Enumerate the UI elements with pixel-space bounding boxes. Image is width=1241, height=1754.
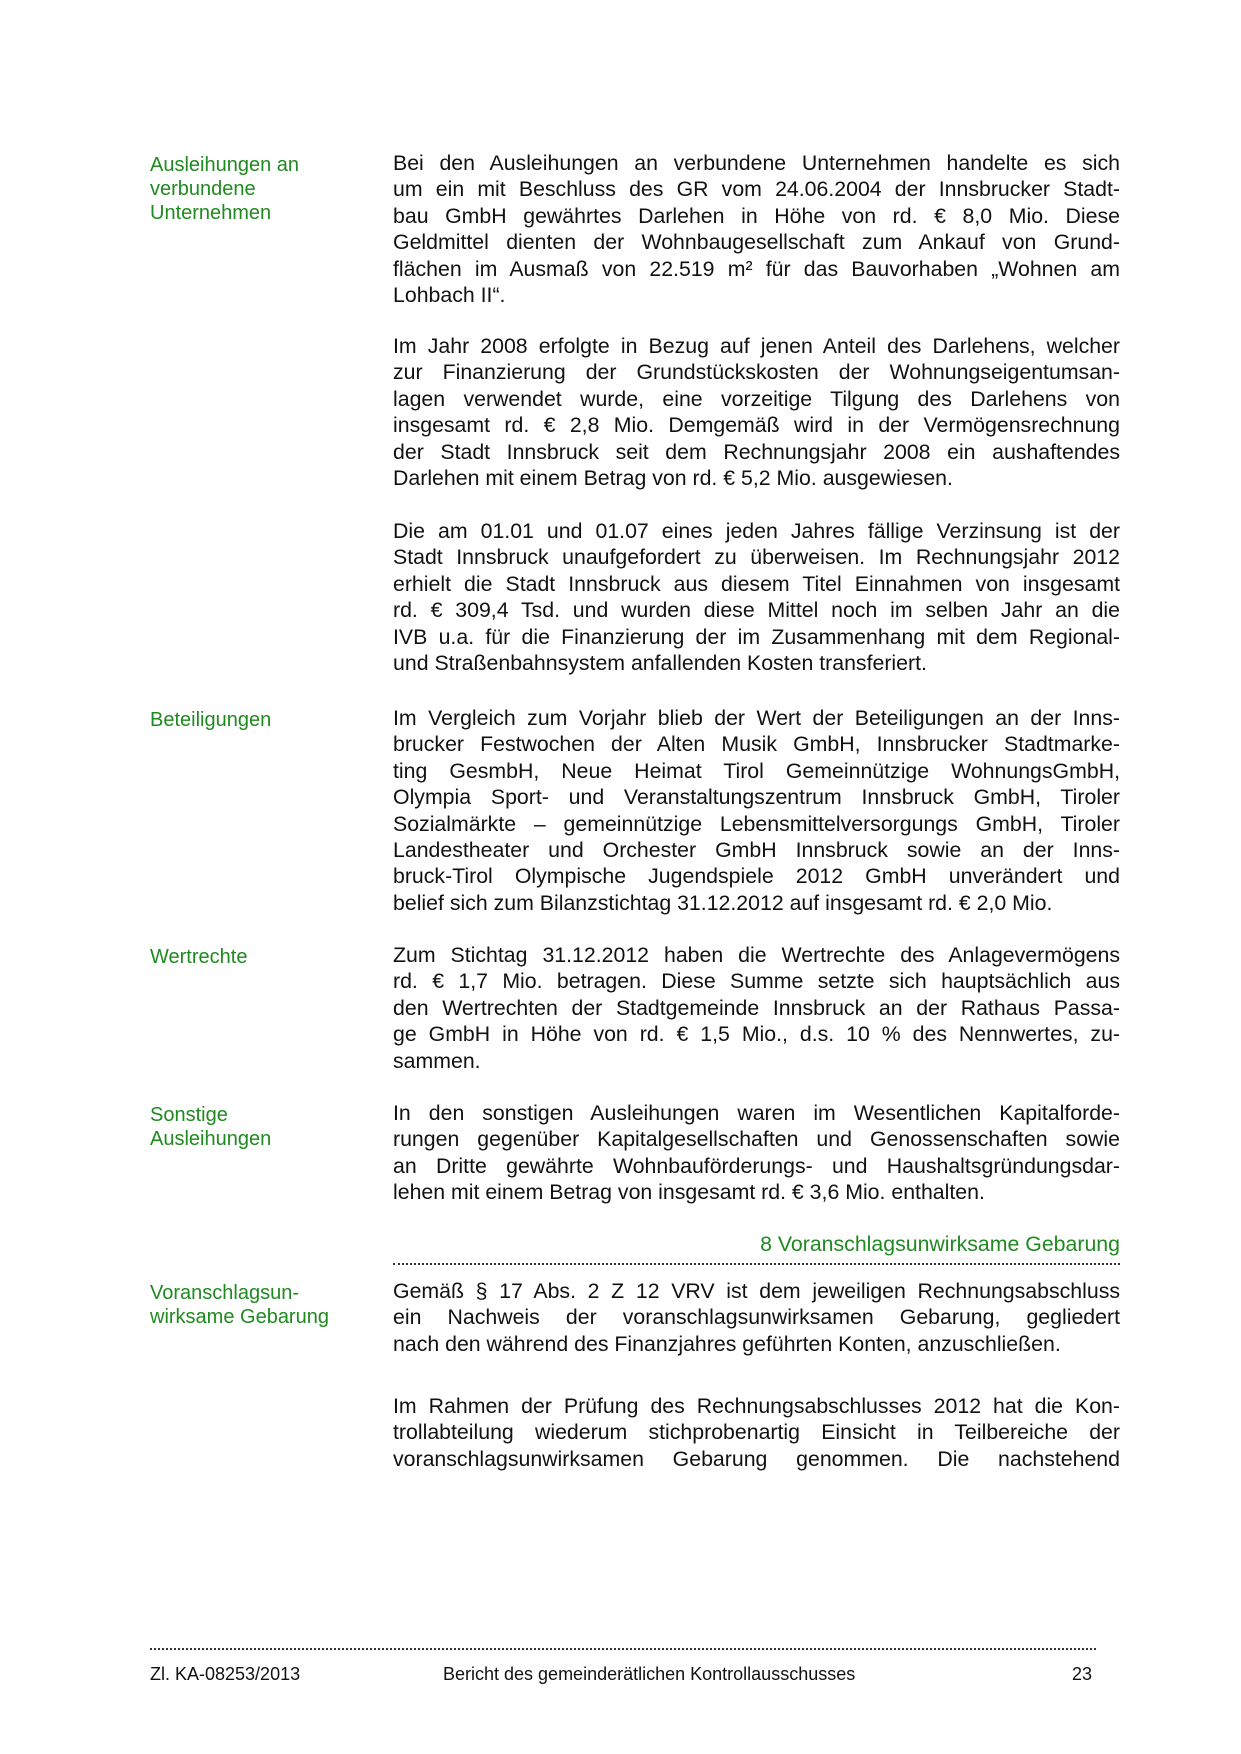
paragraph [393,705,1120,916]
text-line: und Straßenbahnsystem anfallenden Kosten transferiert. [393,651,927,676]
text-line: ting GesmbH, Neue Heimat Tirol Gemeinnützige WohnungsGmbH, [393,758,1120,783]
text-line: Im Rahmen der Prüfung des Rechnungsabschlusses 2012 hat die Kon- [393,1394,1120,1418]
text-line: an Dritte gewährte Wohnbauförderungs- und Haushaltsgründungsdar- [393,1153,1120,1178]
margin-label-line: wirksame Gebarung [150,1306,329,1328]
text-line: sammen. [393,1048,481,1073]
text-line: Darlehen mit einem Betrag von rd. € 5,2 Mio. ausgewiesen. [393,466,953,491]
text-line: Die am 01.01 und 01.07 eines jeden Jahres fällige Verzinsung ist der [393,519,1120,543]
margin-label-line: Voranschlagsun- [150,1282,299,1304]
text-line: brucker Festwochen der Alten Musik GmbH, Innsbrucker Stadtmarke- [393,732,1120,757]
text-line: rungen gegenüber Kapitalgesellschaften und Genossenschaften sowie [393,1127,1120,1152]
paragraph [393,150,1120,308]
footer-divider [150,1648,1096,1650]
text-line: bruck-Tirol Olympische Jugendspiele 2012 GmbH unverändert und [393,864,1120,889]
margin-label-line: Ausleihungen an [150,154,300,176]
margin-label [150,1281,360,1329]
page-number: 23 [1072,1664,1093,1684]
text-line: Landestheater und Orchester GmbH Innsbruck sowie an der Inns- [393,838,1120,863]
text-line: voranschlagsunwirksamen Gebarung genommen. Die nachstehend [393,1446,1120,1471]
text-line: zur Finanzierung der Grundstückskosten der Wohnungseigentumsan- [393,360,1120,385]
margin-label-line: Sonstige [150,1104,228,1126]
text-line: trollabteilung wiederum stichprobenartig Einsicht in Teilbereiche der [393,1420,1120,1445]
text-line: ge GmbH in Höhe von rd. € 1,5 Mio., d.s. 10 % des Nennwertes, zu- [393,1022,1120,1047]
paragraph [393,333,1120,491]
footer-title: Bericht des gemeinderätlichen Kontrollausschusses [443,1664,856,1684]
paragraph [393,1278,1120,1357]
margin-label-line: Ausleihungen [150,1128,272,1150]
paragraph [393,1100,1120,1206]
text-line: erhielt die Stadt Innsbruck aus diesem Titel Einnahmen von insgesamt [393,571,1120,596]
text-line: Bei den Ausleihungen an verbundene Unternehmen handelte es sich [393,151,1120,175]
text-line: rd. € 309,4 Tsd. und wurden diese Mittel noch im selben Jahr an die [393,598,1120,623]
paragraph [393,1393,1120,1472]
section-heading: 8 Voranschlagsunwirksame Gebarung [393,1232,1120,1265]
text-line: insgesamt rd. € 2,8 Mio. Demgemäß wird in der Vermögensrechnung [393,413,1120,438]
text-line: Gemäß § 17 Abs. 2 Z 12 VRV ist dem jeweiligen Rechnungsabschluss [393,1279,1120,1303]
text-line: Sozialmärkte – gemeinnützige Lebensmittelversorgungs GmbH, Tiroler [393,811,1120,836]
text-line: Olympia Sport- und Veranstaltungszentrum Innsbruck GmbH, Tiroler [393,785,1120,810]
margin-label [150,945,360,969]
margin-label [150,1103,360,1151]
text-line: bau GmbH gewährtes Darlehen in Höhe von rd. € 8,0 Mio. Diese [393,203,1120,228]
text-line: den Wertrechten der Stadtgemeinde Innsbruck an der Rathaus Passa- [393,995,1120,1020]
text-line: IVB u.a. für die Finanzierung der im Zusammenhang mit dem Regional- [393,624,1120,649]
text-line: lagen verwendet wurde, eine vorzeitige Tilgung des Darlehens von [393,386,1120,411]
margin-label-line: Wertrechte [150,946,248,968]
text-line: Im Jahr 2008 erfolgte in Bezug auf jenen Anteil des Darlehens, welcher [393,334,1120,358]
text-line: lehen mit einem Betrag von insgesamt rd. € 3,6 Mio. enthalten. [393,1180,985,1205]
text-line: Lohbach II“. [393,283,506,308]
text-line: Zum Stichtag 31.12.2012 haben die Wertrechte des Anlagevermögens [393,943,1120,967]
text-line: nach den während des Finanzjahres geführten Konten, anzuschließen. [393,1331,1061,1356]
footer-reference: Zl. KA-08253/2013 [150,1664,301,1684]
text-line: um ein mit Beschluss des GR vom 24.06.2004 der Innsbrucker Stadt- [393,177,1120,202]
text-line: der Stadt Innsbruck seit dem Rechnungsjahr 2008 ein aushaftendes [393,439,1120,464]
text-line: In den sonstigen Ausleihungen waren im Wesentlichen Kapitalforde- [393,1101,1120,1125]
text-line: Stadt Innsbruck unaufgefordert zu überweisen. Im Rechnungsjahr 2012 [393,545,1120,570]
text-line: ein Nachweis der voranschlagsunwirksamen Gebarung, gegliedert [393,1305,1120,1330]
paragraph [393,518,1120,676]
margin-label [150,708,360,732]
margin-label-line: Unternehmen [150,202,272,224]
text-line: Geldmittel dienten der Wohnbaugesellschaft zum Ankauf von Grund- [393,230,1120,255]
text-line: Im Vergleich zum Vorjahr blieb der Wert der Beteiligungen an der Inns- [393,706,1120,730]
text-line: flächen im Ausmaß von 22.519 m² für das Bauvorhaben „Wohnen am [393,256,1120,281]
margin-label-line: verbundene [150,178,256,200]
paragraph [393,942,1120,1074]
text-line: belief sich zum Bilanzstichtag 31.12.2012 auf insgesamt rd. € 2,0 Mio. [393,890,1053,915]
margin-label-line: Beteiligungen [150,709,272,731]
margin-label [150,153,360,225]
text-line: rd. € 1,7 Mio. betragen. Diese Summe setzte sich hauptsächlich aus [393,969,1120,994]
